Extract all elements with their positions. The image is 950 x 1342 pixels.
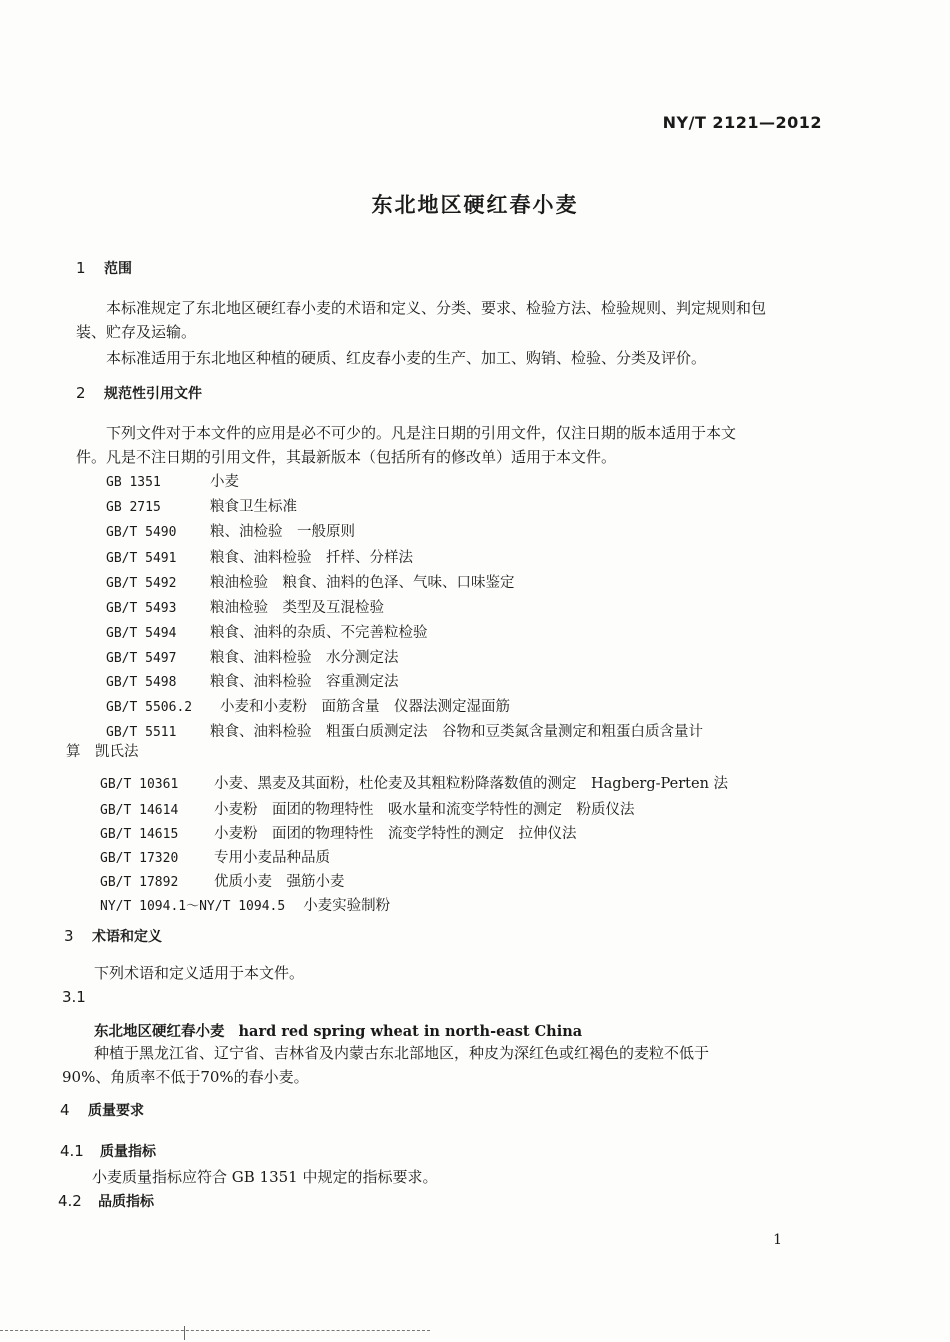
reference-item: GB 1351 小麦: [106, 474, 239, 490]
reference-item: GB/T 5494 粮食、油料的杂质、不完善粒检验: [106, 625, 428, 641]
reference-item: GB/T 5492 粮油检验 粮食、油料的色泽、气味、口味鉴定: [106, 575, 515, 591]
section-2-intro-line-2: 件。凡是不注日期的引用文件，其最新版本（包括所有的修改单）适用于本文件。: [76, 448, 617, 466]
section-1-para-2: 本标准适用于东北地区种植的硬质、红皮春小麦的生产、加工、购销、检验、分类及评价。: [106, 349, 707, 367]
reference-item: GB/T 5506.2 小麦和小麦粉 面筋含量 仪器法测定湿面筋: [106, 699, 510, 715]
section-2-intro-line-1: 下列文件对于本文件的应用是必不可少的。凡是注日期的引用文件，仅注日期的版本适用于本文: [106, 424, 737, 442]
term-definition-line-1: 种植于黑龙江省、辽宁省、吉林省及内蒙古东北部地区，种皮为深红色或红褐色的麦粒不低于: [94, 1044, 710, 1062]
reference-item: GB/T 5498 粮食、油料检验 容重测定法: [106, 674, 399, 690]
reference-item: GB/T 5491 粮食、油料检验 扦样、分样法: [106, 550, 413, 566]
term-definition-line-2: 90%、角质率不低于70%的春小麦。: [62, 1068, 309, 1086]
reference-item: GB/T 10361 小麦、黑麦及其面粉，杜伦麦及其粗粒粉降落数值的测定 Hagberg-Perten 法: [100, 776, 729, 792]
standard-code: NY/T 2121—2012: [662, 113, 822, 132]
reference-item-continuation: 算 凯氏法: [66, 744, 139, 760]
subsection-3-1-number: 3.1: [62, 988, 86, 1006]
bottom-rule: [0, 1330, 430, 1331]
term-chinese: 东北地区硬红春小麦: [94, 1024, 225, 1040]
reference-item: GB/T 14614 小麦粉 面团的物理特性 吸水量和流变学特性的测定 粉质仪法: [100, 802, 635, 818]
term-english: hard red spring wheat in north-east China: [238, 1023, 583, 1040]
subsection-4-1-heading: 4.1 质量指标: [60, 1142, 156, 1160]
bottom-rule-tick: [184, 1326, 185, 1340]
reference-item: GB/T 5490 粮、油检验 一般原则: [106, 524, 355, 540]
term-entry: [94, 1020, 582, 1041]
section-4-heading: 4 质量要求: [60, 1101, 144, 1119]
section-3-intro: 下列术语和定义适用于本文件。: [94, 964, 305, 982]
section-1-para-1-line-2: 装、贮存及运输。: [76, 323, 197, 341]
reference-item: GB/T 5497 粮食、油料检验 水分测定法: [106, 650, 399, 666]
reference-item: GB/T 5493 粮油检验 类型及互混检验: [106, 600, 384, 616]
section-3-heading: 3 术语和定义: [64, 927, 162, 945]
page-number: 1: [773, 1232, 782, 1248]
section-1-para-1-line-1: 本标准规定了东北地区硬红春小麦的术语和定义、分类、要求、检验方法、检验规则、判定规则和包: [106, 299, 767, 317]
reference-item: GB/T 17320 专用小麦品种品质: [100, 850, 330, 866]
reference-item: GB/T 14615 小麦粉 面团的物理特性 流变学特性的测定 拉伸仪法: [100, 826, 577, 842]
reference-item: NY/T 1094.1～NY/T 1094.5 小麦实验制粉: [100, 898, 391, 914]
subsection-4-2-heading: 4.2 品质指标: [58, 1192, 154, 1210]
section-2-heading: 2 规范性引用文件: [76, 384, 202, 402]
section-1-heading: 1 范围: [76, 259, 132, 277]
reference-item: GB 2715 粮食卫生标准: [106, 499, 297, 515]
document-title: 东北地区硬红春小麦: [371, 193, 579, 217]
reference-item: GB/T 17892 优质小麦 强筋小麦: [100, 874, 345, 890]
subsection-4-1-text: 小麦质量指标应符合 GB 1351 中规定的指标要求。: [92, 1168, 438, 1186]
reference-item: GB/T 5511 粮食、油料检验 粗蛋白质测定法 谷物和豆类氮含量测定和粗蛋白质含量计: [106, 724, 703, 740]
